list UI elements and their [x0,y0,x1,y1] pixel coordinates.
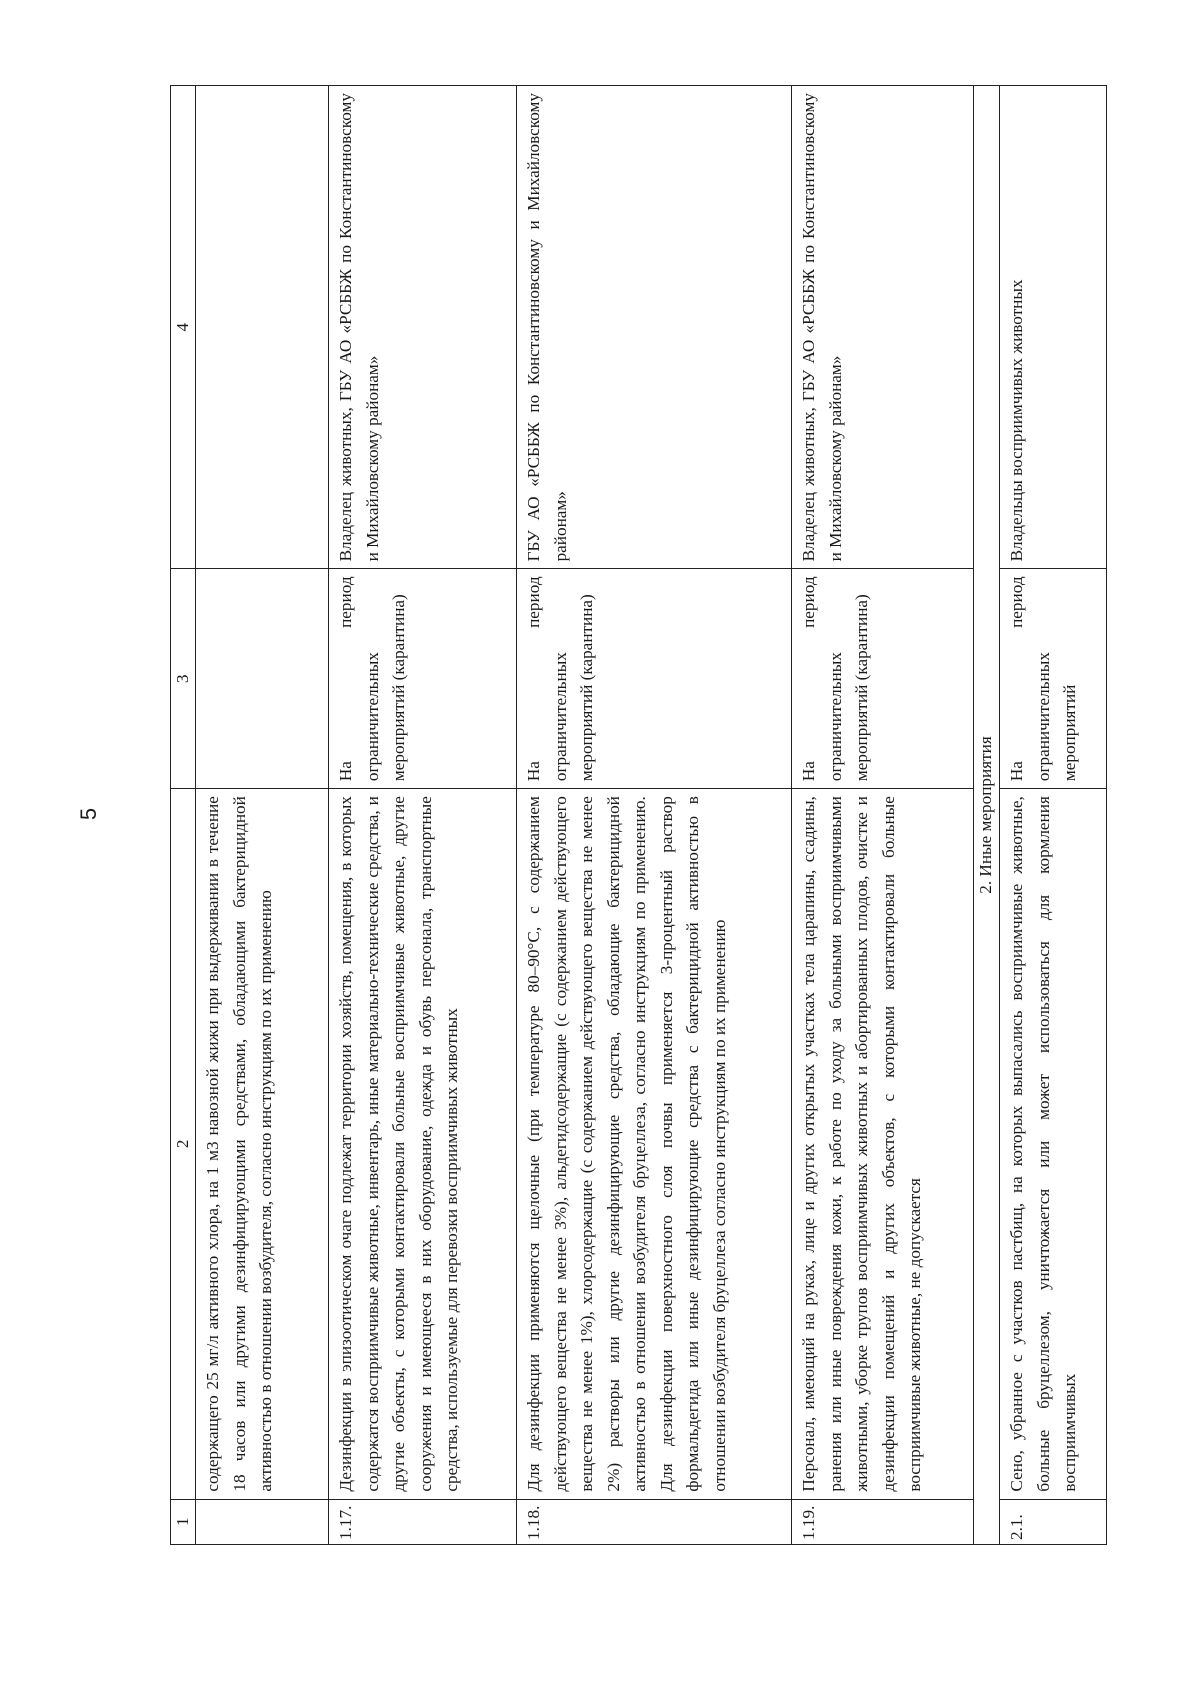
row-number: 2.1. [1000,1499,1107,1544]
row-responsible: ГБУ АО «РСББЖ по Константиновскому и Михайловскому районам» [517,86,792,569]
row-number [196,1499,329,1544]
row-period: На период ограничительных мероприятий (карантина) [517,569,792,789]
section-title: 2. Иные мероприятия [974,86,1000,1545]
row-period: На период ограничительных мероприятий (карантина) [329,569,517,789]
row-measure: содержащего 25 мг/л активного хлора, на 1 м3 навозной жижи при выдерживании в течение 18 часов или другими дезинфицирующими средствами, обладающими бактерицидной активностью в отношении возбудителя, согласно инструкциям по их применению [196,789,329,1499]
header-col-2: 2 [171,789,196,1499]
table-row [196,86,329,1545]
header-col-4: 4 [171,86,196,569]
row-responsible: Владелец животных, ГБУ АО «РСББЖ по Константиновскому и Михайловскому районам» [329,86,517,569]
row-responsible: Владельцы восприимчивых животных [1000,86,1107,569]
row-number: 1.17. [329,1499,517,1544]
page-number: 5 [76,807,101,821]
row-measure: Для дезинфекции применяются щелочные (при температуре 80–90°С, с содержанием действующего вещества не менее 3%), альдегидсодержащие (с содержанием действующего вещества не менее 1%), хлорсодержащие (с содержанием действующего вещества не менее 2%) растворы или другие дезинфицирующие средства, обладающие бактерицидной активностью в отношении возбудителя бруцеллеза, согласно инструкциям по применению. Для дезинфекции поверхностного слоя почвы применяется 3-процентный раствор формальдегида или иные дезинфицирующие средства с бактерицидной активностью в отношении возбудителя бруцеллеза согласно инструкциям по их применению [517,789,792,1499]
row-period: На период ограничительных мероприятий (карантина) [792,569,974,789]
row-measure: Дезинфекции в эпизоотическом очаге подлежат территории хозяйств, помещения, в которых содержатся восприимчивые животные, инвентарь, иные материально-технические средства, и другие объекты, с которыми контактировали больные восприимчивые животные, другие сооружения и имеющееся в них оборудование, одежда и обувь персонала, транспортные средства, используемые для перевозки восприимчивых животных [329,789,517,1499]
row-period: На период ограничительных мероприятий [1000,569,1107,789]
row-measure: Сено, убранное с участков пастбищ, на которых выпасались восприимчивые животные, больные бруцеллезом, уничтожается или может использоваться для кормления восприимчивых [1000,789,1107,1499]
table-row [329,86,517,1545]
measures-table-container [170,85,1105,1545]
table-row [1000,86,1107,1545]
row-responsible: Владелец животных, ГБУ АО «РСББЖ по Константиновскому и Михайловскому районам» [792,86,974,569]
row-number: 1.18. [517,1499,792,1544]
row-period [196,569,329,789]
row-number: 1.19. [792,1499,974,1544]
row-responsible [196,86,329,569]
section-row [974,86,1000,1545]
row-measure: Персонал, имеющий на руках, лице и других открытых участках тела царапины, ссадины, ранения или иные повреждения кожи, к работе по уходу за больными восприимчивыми животными, уборке трупов восприимчивых животных и абортированных плодов, очистке и дезинфекции помещений и других объектов, с которыми контактировали больные восприимчивые животные, не допускается [792,789,974,1499]
header-col-3: 3 [171,569,196,789]
table-row [517,86,792,1545]
table-header-row [171,86,196,1545]
measures-table [170,85,1107,1545]
table-row [792,86,974,1545]
header-col-1: 1 [171,1499,196,1544]
